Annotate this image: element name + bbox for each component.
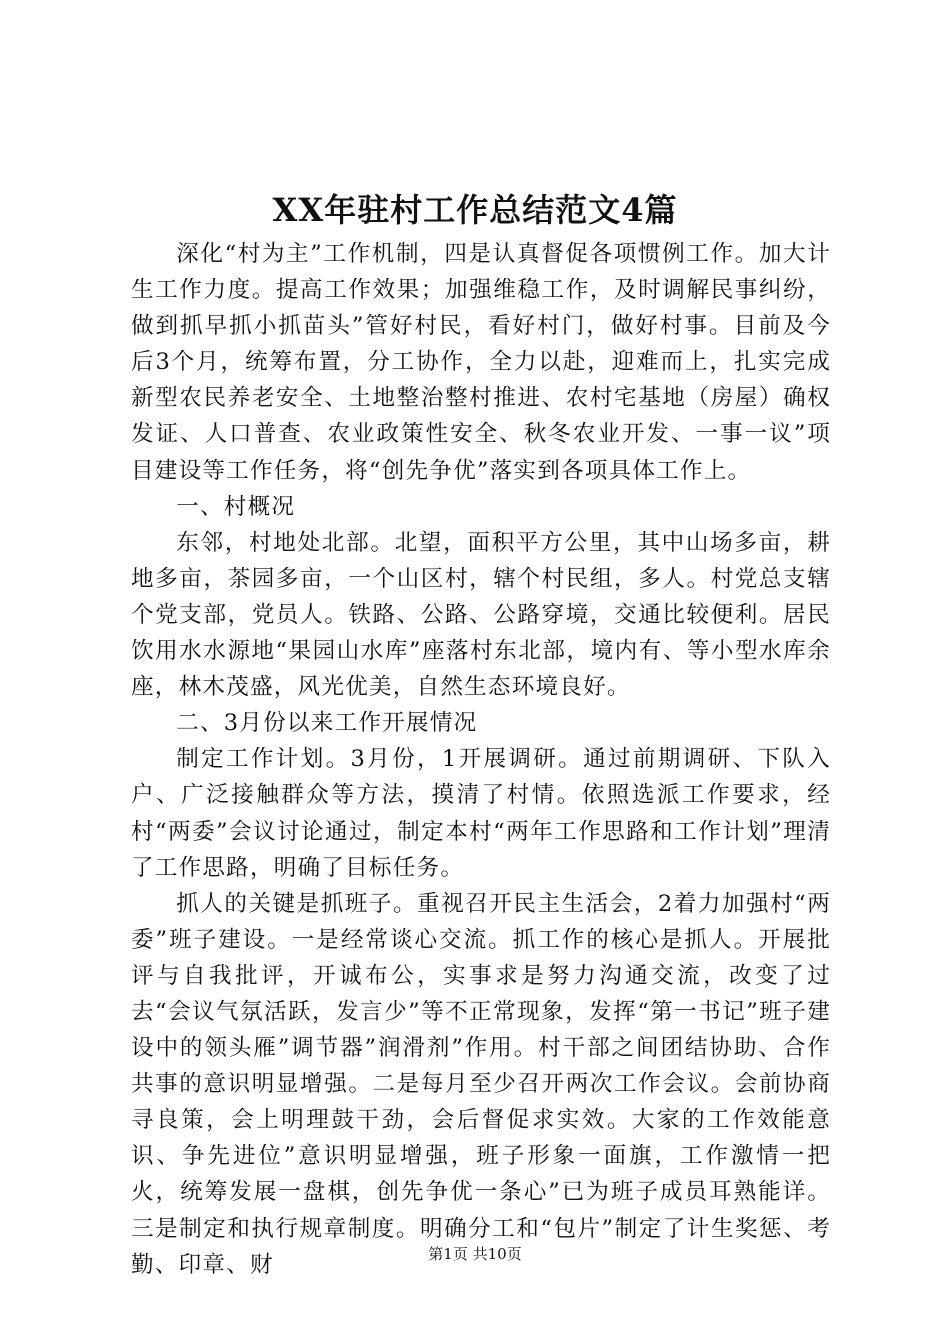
paragraph-village-overview: 东邻，村地处北部。北望，面积平方公里，其中山场多亩，耕地多亩，茶园多亩，一个山区村，辖个村民组，多人。村党总支辖个党支部，党员人。铁路、公路、公路穿境，交通比较便利。居民饮用水水源地“果园山水库”座落村东北部，境内有、等小型水库余座，林木茂盛，风光优美，自然生态环境良好。 bbox=[131, 529, 831, 701]
document-title: XX年驻村工作总结范文4篇 bbox=[272, 191, 678, 229]
paragraph-work-plan: 制定工作计划。3月份，1开展调研。通过前期调研、下队入户、广泛接触群众等方法，摸清了村情。依照选派工作要求，经村“两委”会议讨论通过，制定本村“两年工作思路和工作计划”理清了工作思路，明确了目标任务。 bbox=[131, 746, 831, 881]
section-heading-work-progress: 二、3月份以来工作开展情况 bbox=[176, 710, 478, 737]
page-number-footer: 第1页 共10页 bbox=[428, 1245, 522, 1263]
section-heading-village-overview: 一、村概况 bbox=[176, 493, 296, 520]
paragraph-intro: 深化“村为主”工作机制，四是认真督促各项惯例工作。加大计生工作力度。提高工作效果；加强维稳工作，及时调解民事纠纷，做到抓早抓小抓苗头”管好村民，看好村门，做好村事。目前及今后3个月，统筹布置，分工协作，全力以赴，迎难而上，扎实完成新型农民养老安全、土地整治整村推进、农村宅基地（房屋）确权发证、人口普查、农业政策性安全、秋冬农业开发、一事一议”项目建设等工作任务，将“创先争优”落实到各项具体工作上。 bbox=[131, 241, 831, 484]
paragraph-team-building: 抓人的关键是抓班子。重视召开民主生活会，2着力加强村“两委”班子建设。一是经常谈心交流。抓工作的核心是抓人。开展批评与自我批评，开诚布公，实事求是努力沟通交流，改变了过去“会议气氛活跃，发言少”等不正常现象，发挥“第一书记”班子建设中的领头雁”调节器”润滑剂”作用。村干部之间团结协助、合作共事的意识明显增强。二是每月至少召开两次工作会议。会前协商寻良策，会上明理鼓干劲，会后督促求实效。大家的工作效能意识、争先进位”意识明显增强，班子形象一面旗，工作激情一把火，统筹发展一盘棋，创先争优一条心”已为班子成员耳熟能详。三是制定和执行规章制度。明确分工和“包片”制定了计生奖惩、考勤、印章、财 bbox=[131, 890, 831, 1278]
document-body bbox=[131, 236, 831, 1283]
